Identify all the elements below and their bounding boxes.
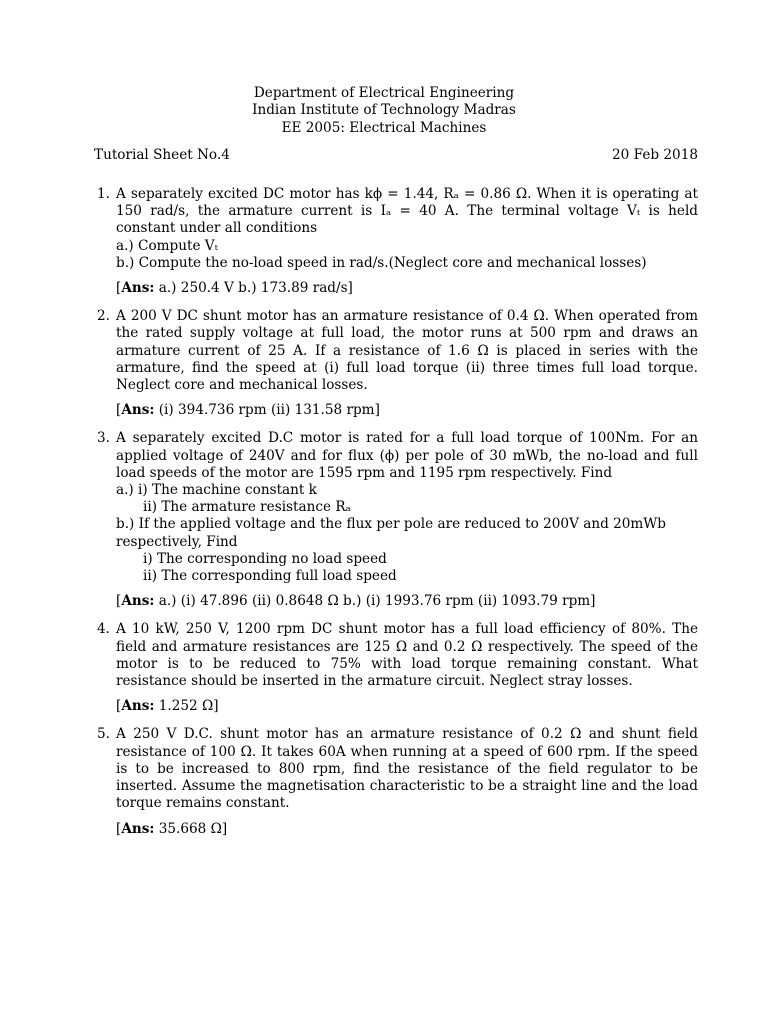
answer-label: Ans: bbox=[121, 593, 155, 610]
problem-number: 4. bbox=[97, 621, 110, 638]
problem-3 bbox=[94, 430, 698, 610]
problem-number: 3. bbox=[97, 430, 110, 447]
problem-part: a.) Compute Vₜ bbox=[116, 237, 218, 254]
answer-label: Ans: bbox=[121, 698, 155, 715]
answer-label: Ans: bbox=[121, 280, 155, 297]
course-line: EE 2005: Electrical Machines bbox=[281, 119, 487, 136]
problem-number: 5. bbox=[97, 726, 110, 743]
answer-text: a.) 250.4 V b.) 173.89 rad/s] bbox=[154, 280, 353, 297]
problem-4 bbox=[94, 621, 698, 715]
answer-text: a.) (i) 47.896 (ii) 0.8648 Ω b.) (i) 1993.76 rpm (ii) 1093.79 rpm] bbox=[154, 593, 596, 610]
answer-text: 1.252 Ω] bbox=[154, 698, 219, 715]
answer: [Ans: (i) 394.736 rpm (ii) 131.58 rpm] bbox=[116, 402, 380, 419]
problem-text: A 10 kW, 250 V, 1200 rpm DC shunt motor has a full load efficiency of 80%. The field and armature resistances are 125 Ω and 0.2 Ω respectively. The speed of the motor is to be reduced to 75% with load torque remaining constant. What resistance should be inserted in the armature circuit. Neglect stray losses. bbox=[116, 621, 698, 690]
answer-label: Ans: bbox=[121, 820, 155, 837]
answer: [Ans: a.) (i) 47.896 (ii) 0.8648 Ω b.) (i) 1993.76 rpm (ii) 1093.79 rpm] bbox=[116, 593, 596, 610]
problem-list bbox=[94, 186, 698, 849]
problem-part: b.) Compute the no-load speed in rad/s.(Neglect core and mechanical losses) bbox=[116, 254, 647, 271]
problem-text: A 200 V DC shunt motor has an armature resistance of 0.4 Ω. When operated from the rated supply voltage at full load, the motor runs at 500 rpm and draws an armature current of 25 A. If a resistance of 1.6 Ω is placed in series with the armature, find the speed at (i) full load torque (ii) three times full load torque. Neglect core and mechanical losses. bbox=[116, 308, 698, 394]
institute-line: Indian Institute of Technology Madras bbox=[252, 102, 516, 119]
answer: [Ans: a.) 250.4 V b.) 173.89 rad/s] bbox=[116, 280, 353, 297]
document-header bbox=[0, 85, 768, 137]
answer-text: 35.668 Ω] bbox=[154, 820, 228, 837]
answer: [Ans: 1.252 Ω] bbox=[116, 698, 219, 715]
sheet-date: 20 Feb 2018 bbox=[612, 147, 698, 163]
problem-text: A 250 V D.C. shunt motor has an armature resistance of 0.2 Ω and shunt field resistance of 100 Ω. It takes 60A when running at a speed of 600 rpm. If the speed is to be increased to 800 rpm, find the resistance of the field regulator to be inserted. Assume the magnetisation characteristic to be a straight line and the load torque remains constant. bbox=[116, 726, 698, 812]
problem-part: b.) If the applied voltage and the flux per pole are reduced to 200V and 20mWb respectively, Find bbox=[116, 516, 666, 550]
problem-number: 2. bbox=[97, 308, 110, 325]
department-line: Department of Electrical Engineering bbox=[253, 85, 515, 101]
problem-5 bbox=[94, 726, 698, 837]
problem-part: i) The corresponding no load speed bbox=[143, 550, 387, 567]
problem-number: 1. bbox=[97, 186, 110, 202]
problem-text: A separately excited DC motor has kϕ = 1.44, Rₐ = 0.86 Ω. When it is operating at 150 rad/s, the armature current is Iₐ = 40 A. The terminal voltage Vₜ is held constant under all conditions bbox=[116, 186, 698, 237]
answer-text: (i) 394.736 rpm (ii) 131.58 rpm] bbox=[154, 402, 380, 419]
problem-2 bbox=[94, 308, 698, 419]
sheet-title: Tutorial Sheet No.4 bbox=[94, 147, 230, 163]
answer: [Ans: 35.668 Ω] bbox=[116, 820, 228, 837]
problem-part: a.) i) The machine constant k bbox=[116, 482, 317, 499]
problem-part: ii) The armature resistance Rₐ bbox=[143, 499, 351, 516]
problem-part: ii) The corresponding full load speed bbox=[143, 568, 397, 585]
problem-1 bbox=[94, 186, 698, 297]
answer-label: Ans: bbox=[121, 402, 155, 419]
problem-text: A separately excited D.C motor is rated for a full load torque of 100Nm. For an applied voltage of 240V and for flux (ϕ) per pole of 30 mWb, the no-load and full load speeds of the motor are 1595 rpm and 1195 rpm respectively. Find bbox=[116, 430, 698, 481]
